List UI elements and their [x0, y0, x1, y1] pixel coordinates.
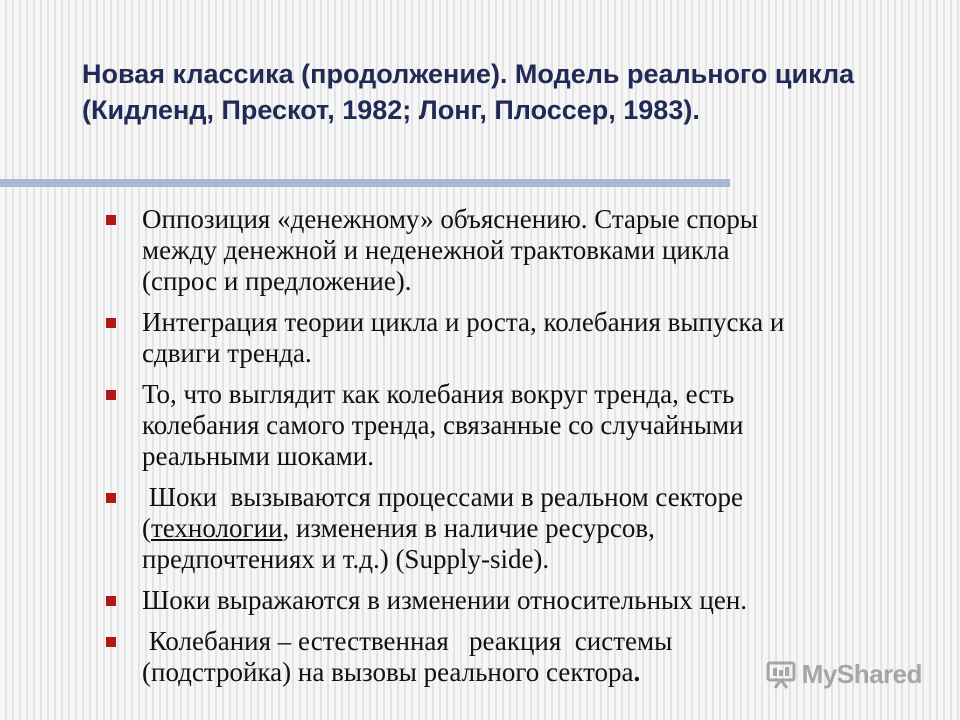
bullet-item-3 — [104, 379, 924, 472]
bullet-3-line-1: То, что выглядит как колебания вокруг тренда, есть — [142, 379, 735, 409]
bullet-4-underlined-term: технологии — [151, 513, 283, 543]
square-bullet-icon — [106, 637, 116, 647]
bullet-3-line-3: реальными шоками. — [142, 441, 374, 471]
bullet-4-line-2-pre: ( — [142, 513, 151, 543]
square-bullet-icon — [106, 596, 116, 606]
watermark-text: MyShared — [801, 659, 922, 689]
bullet-1-line-3: (спрос и предложение). — [142, 266, 412, 296]
slide-title-line-1: Новая классика (продолжение). Модель реального цикла — [82, 59, 855, 89]
bullet-1-line-2: между денежной и неденежной трактовками цикла — [142, 235, 730, 265]
title-divider-rule — [0, 179, 730, 187]
bullet-item-2 — [104, 307, 924, 369]
bullet-4-line-1: Шоки вызываются процессами в реальном секторе — [142, 482, 743, 512]
bullet-6-line-1: Колебания – естественная реакция системы — [142, 626, 673, 656]
bullet-2-line-2: сдвиги тренда. — [142, 338, 312, 368]
bullet-3-line-2: колебания самого тренда, связанные со случайными — [142, 410, 744, 440]
bullet-6-line-2-end: . — [633, 657, 641, 687]
slide-title-line-2: (Кидленд, Прескот, 1982; Лонг, Плоссер, 1983). — [82, 95, 700, 125]
bullet-2-line-1: Интеграция теории цикла и роста, колебания выпуска и — [142, 307, 785, 337]
slide-title — [82, 56, 942, 128]
bullet-1-line-1: Оппозиция «денежному» объяснению. Старые споры — [142, 204, 758, 234]
presentation-board-icon — [766, 661, 796, 689]
bullet-4-line-2 — [142, 513, 924, 544]
bullet-list — [104, 204, 924, 698]
bullet-6-line-2-text: (подстройка) на вызовы реального сектора — [142, 657, 634, 687]
watermark — [766, 659, 922, 690]
bullet-item-5 — [104, 585, 924, 616]
square-bullet-icon — [106, 390, 116, 400]
square-bullet-icon — [106, 493, 116, 503]
square-bullet-icon — [106, 215, 116, 225]
bullet-5-line-1: Шоки выражаются в изменении относительных цен. — [142, 585, 748, 615]
bullet-item-4 — [104, 482, 924, 575]
bullet-item-1 — [104, 204, 924, 297]
square-bullet-icon — [106, 318, 116, 328]
bullet-4-line-2-post: , изменения в наличие ресурсов, — [282, 513, 655, 543]
bullet-4-line-3: предпочтениях и т.д.) (Supply-side). — [142, 544, 550, 574]
